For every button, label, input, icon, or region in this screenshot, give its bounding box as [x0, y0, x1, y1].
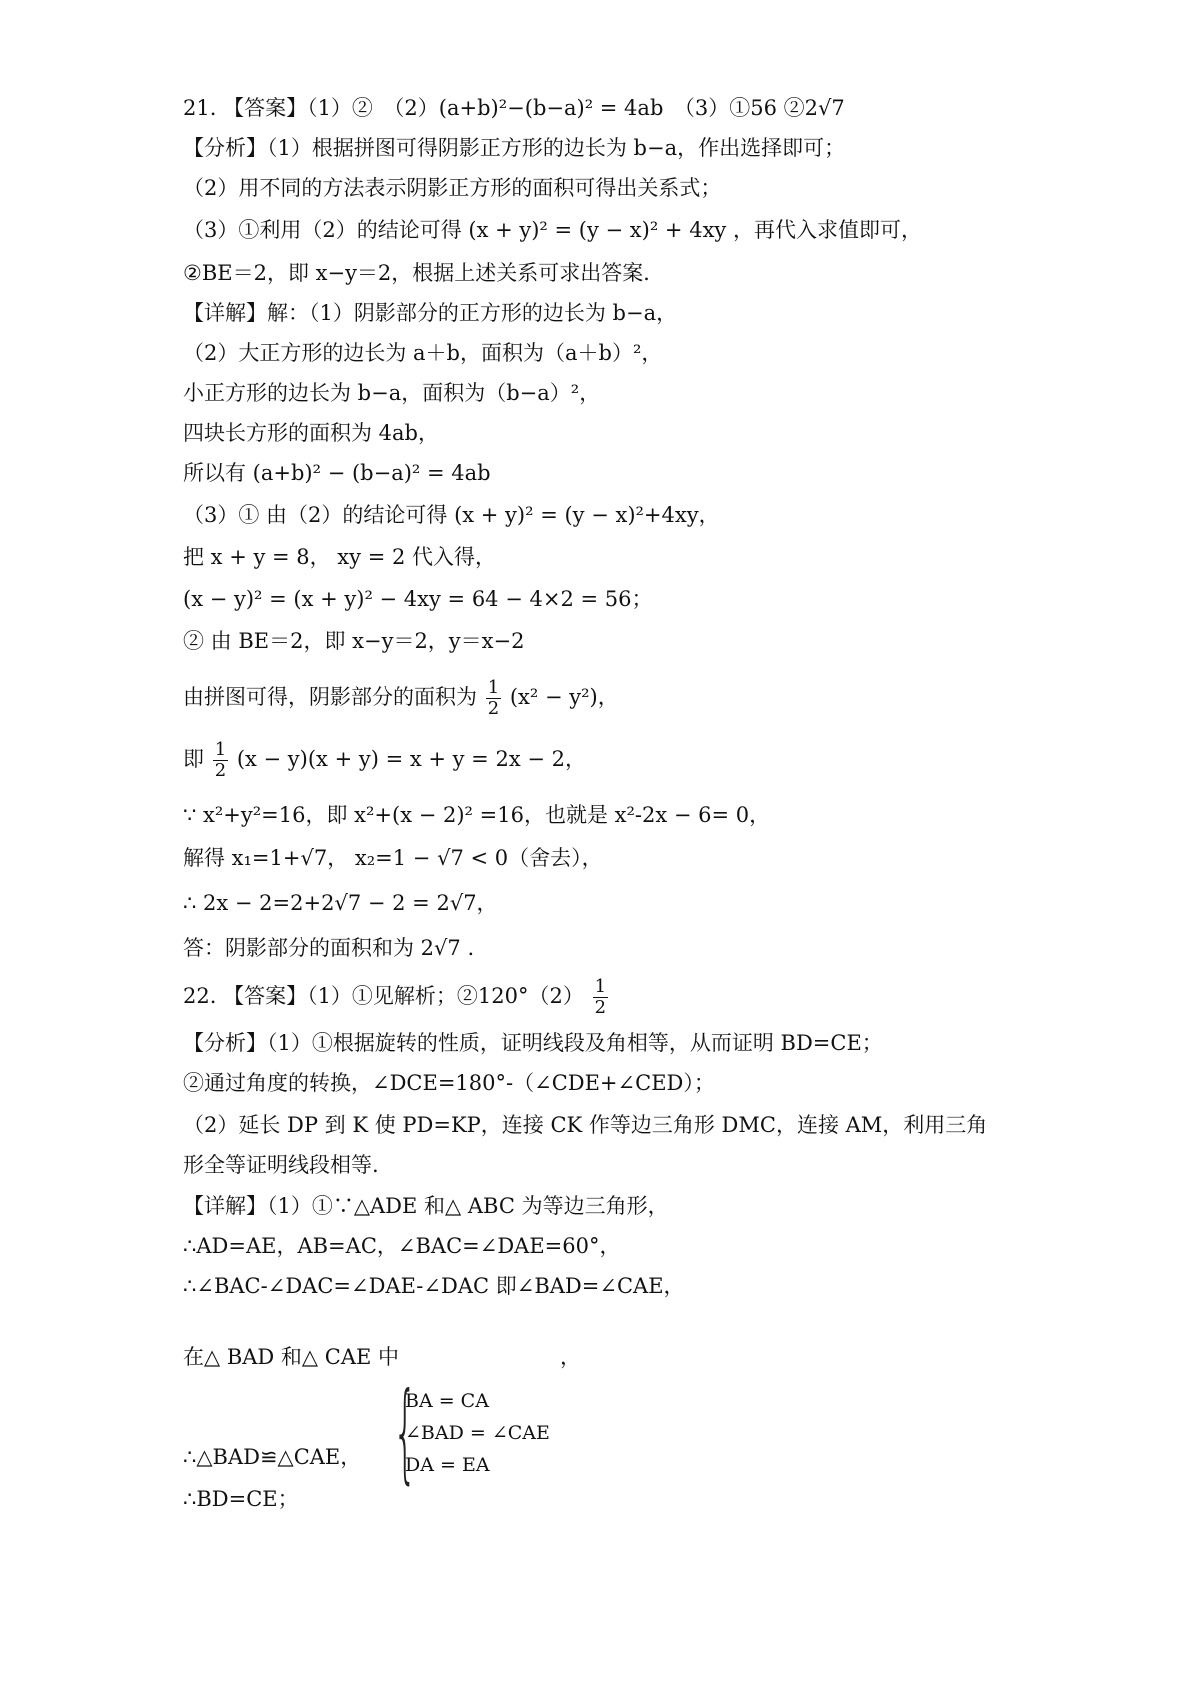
fraction-one-half — [593, 977, 608, 1018]
q22-detail-line: 在△ BAD 和△ CAE 中 — [183, 1345, 399, 1369]
system-brace: { — [393, 1370, 418, 1495]
q21-detail-line: 【详解】解：（1）阴影部分的正方形的边长为 b−a， — [183, 301, 678, 325]
q22-answer — [183, 977, 610, 1018]
q22-analysis-line: 形全等证明线段相等. — [183, 1153, 379, 1177]
q21-analysis-line: 【分析】（1）根据拼图可得阴影正方形的边长为 b−a，作出选择即可； — [183, 136, 846, 160]
q21-analysis-line: （2）用不同的方法表示阴影正方形的面积可得出关系式； — [183, 176, 722, 200]
fraction-denominator: 2 — [594, 997, 607, 1018]
q21-detail-line: ∵ x²+y²=16，即 x²+(x − 2)² =16，也就是 x²-2x − 6= 0， — [183, 803, 771, 827]
q22-detail-line: ∴AD=AE，AB=AC，∠BAC=∠DAE=60°， — [183, 1234, 621, 1258]
detail-text: (x² − y²)， — [509, 685, 619, 709]
q22-detail-line: ∴BD=CE； — [183, 1487, 299, 1511]
q21-detail-line-fraction — [183, 740, 586, 781]
q22-analysis-line: （2）延长 DP 到 K 使 PD=KP，连接 CK 作等边三角形 DMC，连接 AM，利用三角 — [183, 1113, 988, 1137]
q21-detail-line: 把 x + y = 8， xy = 2 代入得， — [183, 545, 496, 569]
q21-detail-line-fraction — [183, 678, 619, 719]
system-end-comma: ， — [560, 1345, 581, 1369]
q21-detail-line: ② 由 BE＝2，即 x−y＝2，y＝x−2 — [183, 629, 525, 653]
detail-text: (x − y)(x + y) = x + y = 2x − 2， — [236, 747, 586, 771]
fraction-numerator: 1 — [214, 739, 227, 760]
system-row: DA = EA — [405, 1454, 490, 1476]
q21-detail-line: 所以有 (a+b)² − (b−a)² = 4ab — [183, 461, 491, 485]
system-row: BA = CA — [405, 1390, 489, 1412]
equation-system — [405, 1385, 550, 1481]
q22-detail-line: ∴∠BAC-∠DAC=∠DAE-∠DAC 即∠BAD=∠CAE， — [183, 1274, 685, 1298]
q21-detail-line: （2）大正方形的边长为 a＋b，面积为（a＋b）²， — [183, 341, 663, 365]
system-row: ∠BAD = ∠CAE — [405, 1422, 550, 1444]
fraction-denominator: 2 — [487, 698, 500, 719]
q21-analysis-line: （3）①利用（2）的结论可得 (x + y)² = (y − x)² + 4xy ，再代入求值即可， — [183, 218, 922, 242]
q21-detail-line: （3）① 由（2）的结论可得 (x + y)² = (y − x)²+4xy， — [183, 503, 720, 527]
fraction-numerator: 1 — [594, 976, 607, 997]
fraction-one-half — [213, 740, 228, 781]
q21-answer: 21. 【答案】（1）② （2）(a+b)²−(b−a)² = 4ab （3）①56 ②2√7 — [183, 96, 845, 120]
q22-detail-line: ∴△BAD≌△CAE， — [183, 1445, 362, 1469]
q21-detail-line: (x − y)² = (x + y)² − 4xy = 64 − 4×2 = 56； — [183, 587, 653, 611]
q21-detail-line: 四块长方形的面积为 4ab， — [183, 421, 439, 445]
answer-text: 22. 【答案】（1）①见解析；②120°（2） — [183, 984, 584, 1008]
q22-analysis-line: 【分析】（1）①根据旋转的性质，证明线段及角相等，从而证明 BD=CE； — [183, 1031, 883, 1055]
q21-detail-line: 解得 x₁=1+√7， x₂=1 − √7 < 0（舍去）， — [183, 846, 603, 870]
q21-analysis-line: ②BE＝2，即 x−y＝2，根据上述关系可求出答案． — [183, 261, 665, 285]
q21-detail-line: ∴ 2x − 2=2+2√7 − 2 = 2√7， — [183, 891, 498, 915]
fraction-one-half — [486, 678, 501, 719]
fraction-numerator: 1 — [487, 677, 500, 698]
q21-detail-line: 答：阴影部分的面积和为 2√7 . — [183, 936, 475, 960]
detail-text: 即 — [183, 747, 204, 771]
detail-text: 由拼图可得，阴影部分的面积为 — [183, 685, 477, 709]
q22-analysis-line: ②通过角度的转换，∠DCE=180°-（∠CDE+∠CED）； — [183, 1071, 715, 1095]
q22-detail-line: 【详解】（1）①∵△ADE 和△ ABC 为等边三角形， — [183, 1194, 669, 1218]
fraction-denominator: 2 — [214, 760, 227, 781]
q21-detail-line: 小正方形的边长为 b−a，面积为（b−a）²， — [183, 381, 601, 405]
